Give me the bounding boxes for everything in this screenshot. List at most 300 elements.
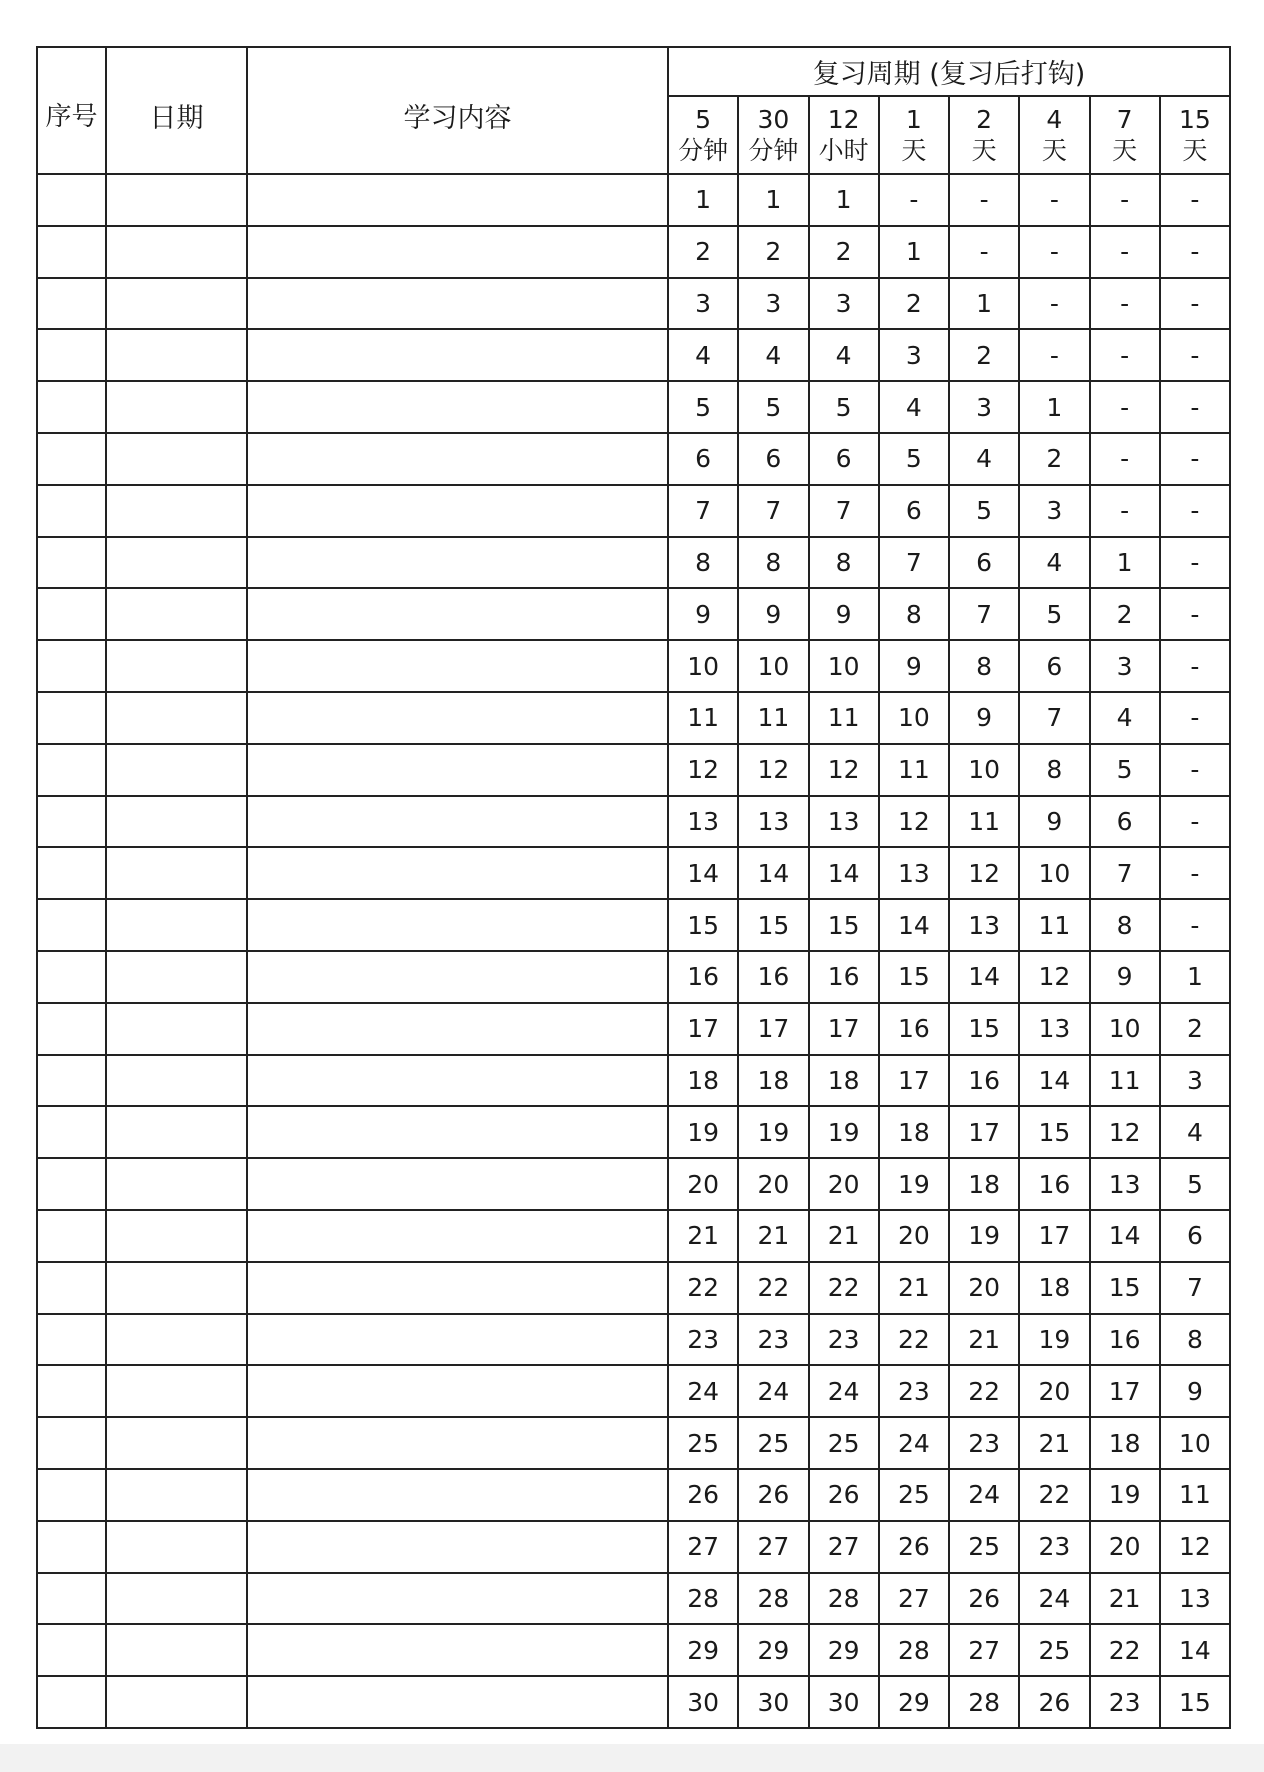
review-count-cell[interactable]: 27 xyxy=(879,1573,949,1625)
seq-cell[interactable] xyxy=(37,433,106,485)
review-count-cell[interactable]: 13 xyxy=(668,796,738,848)
date-cell[interactable] xyxy=(106,1624,247,1676)
review-count-cell[interactable]: - xyxy=(1160,329,1230,381)
date-cell[interactable] xyxy=(106,1676,247,1728)
date-cell[interactable] xyxy=(106,537,247,589)
content-cell[interactable] xyxy=(247,899,668,951)
review-count-cell[interactable]: 5 xyxy=(738,381,808,433)
review-count-cell[interactable]: 28 xyxy=(949,1676,1019,1728)
date-cell[interactable] xyxy=(106,381,247,433)
review-count-cell[interactable]: 9 xyxy=(668,588,738,640)
seq-cell[interactable] xyxy=(37,329,106,381)
review-count-cell[interactable]: 5 xyxy=(809,381,879,433)
review-count-cell[interactable]: 8 xyxy=(668,537,738,589)
review-count-cell[interactable]: 4 xyxy=(949,433,1019,485)
review-count-cell[interactable]: 10 xyxy=(1090,1003,1160,1055)
review-count-cell[interactable]: 26 xyxy=(879,1521,949,1573)
seq-cell[interactable] xyxy=(37,1158,106,1210)
review-count-cell[interactable]: 19 xyxy=(809,1106,879,1158)
review-count-cell[interactable]: 18 xyxy=(668,1055,738,1107)
review-count-cell[interactable]: 20 xyxy=(668,1158,738,1210)
review-count-cell[interactable]: 11 xyxy=(1090,1055,1160,1107)
review-count-cell[interactable]: 19 xyxy=(1019,1314,1089,1366)
seq-cell[interactable] xyxy=(37,1262,106,1314)
review-count-cell[interactable]: 24 xyxy=(809,1365,879,1417)
review-count-cell[interactable]: 29 xyxy=(809,1624,879,1676)
review-count-cell[interactable]: 21 xyxy=(949,1314,1019,1366)
review-count-cell[interactable]: 13 xyxy=(1019,1003,1089,1055)
review-count-cell[interactable]: 25 xyxy=(949,1521,1019,1573)
seq-cell[interactable] xyxy=(37,1417,106,1469)
review-count-cell[interactable]: 17 xyxy=(809,1003,879,1055)
review-count-cell[interactable]: - xyxy=(1160,847,1230,899)
review-count-cell[interactable]: 15 xyxy=(738,899,808,951)
seq-cell[interactable] xyxy=(37,640,106,692)
review-count-cell[interactable]: 9 xyxy=(1090,951,1160,1003)
review-count-cell[interactable]: 3 xyxy=(1090,640,1160,692)
review-count-cell[interactable]: 23 xyxy=(738,1314,808,1366)
review-count-cell[interactable]: 21 xyxy=(879,1262,949,1314)
review-count-cell[interactable]: 8 xyxy=(949,640,1019,692)
content-cell[interactable] xyxy=(247,744,668,796)
content-cell[interactable] xyxy=(247,1624,668,1676)
review-count-cell[interactable]: 24 xyxy=(949,1469,1019,1521)
review-count-cell[interactable]: 11 xyxy=(668,692,738,744)
review-count-cell[interactable]: - xyxy=(1160,433,1230,485)
review-count-cell[interactable]: 27 xyxy=(949,1624,1019,1676)
review-count-cell[interactable]: 14 xyxy=(1090,1210,1160,1262)
date-cell[interactable] xyxy=(106,1003,247,1055)
review-count-cell[interactable]: 9 xyxy=(879,640,949,692)
seq-cell[interactable] xyxy=(37,226,106,278)
review-count-cell[interactable]: 23 xyxy=(1090,1676,1160,1728)
review-count-cell[interactable]: 3 xyxy=(1019,485,1089,537)
review-count-cell[interactable]: 15 xyxy=(1019,1106,1089,1158)
content-cell[interactable] xyxy=(247,1469,668,1521)
review-count-cell[interactable]: 13 xyxy=(738,796,808,848)
review-count-cell[interactable]: 5 xyxy=(668,381,738,433)
review-count-cell[interactable]: 9 xyxy=(949,692,1019,744)
review-count-cell[interactable]: 15 xyxy=(879,951,949,1003)
date-cell[interactable] xyxy=(106,1314,247,1366)
review-count-cell[interactable]: 16 xyxy=(809,951,879,1003)
review-count-cell[interactable]: 13 xyxy=(1160,1573,1230,1625)
review-count-cell[interactable]: - xyxy=(1160,226,1230,278)
content-cell[interactable] xyxy=(247,847,668,899)
review-count-cell[interactable]: 30 xyxy=(809,1676,879,1728)
content-cell[interactable] xyxy=(247,485,668,537)
review-count-cell[interactable]: 8 xyxy=(1019,744,1089,796)
review-count-cell[interactable]: 2 xyxy=(1090,588,1160,640)
review-count-cell[interactable]: - xyxy=(1090,433,1160,485)
review-count-cell[interactable]: 18 xyxy=(1019,1262,1089,1314)
content-cell[interactable] xyxy=(247,1314,668,1366)
content-cell[interactable] xyxy=(247,1521,668,1573)
review-count-cell[interactable]: 25 xyxy=(668,1417,738,1469)
review-count-cell[interactable]: 11 xyxy=(1019,899,1089,951)
content-cell[interactable] xyxy=(247,1106,668,1158)
content-cell[interactable] xyxy=(247,796,668,848)
date-cell[interactable] xyxy=(106,1158,247,1210)
review-count-cell[interactable]: 6 xyxy=(738,433,808,485)
date-cell[interactable] xyxy=(106,278,247,330)
review-count-cell[interactable]: 25 xyxy=(879,1469,949,1521)
review-count-cell[interactable]: 21 xyxy=(738,1210,808,1262)
review-count-cell[interactable]: 9 xyxy=(738,588,808,640)
review-count-cell[interactable]: - xyxy=(1090,329,1160,381)
seq-cell[interactable] xyxy=(37,1469,106,1521)
date-cell[interactable] xyxy=(106,433,247,485)
review-count-cell[interactable]: - xyxy=(1160,381,1230,433)
review-count-cell[interactable]: 21 xyxy=(1090,1573,1160,1625)
review-count-cell[interactable]: 10 xyxy=(809,640,879,692)
review-count-cell[interactable]: 18 xyxy=(1090,1417,1160,1469)
review-count-cell[interactable]: 9 xyxy=(1019,796,1089,848)
review-count-cell[interactable]: 10 xyxy=(1160,1417,1230,1469)
review-count-cell[interactable]: 15 xyxy=(1160,1676,1230,1728)
review-count-cell[interactable]: 16 xyxy=(668,951,738,1003)
review-count-cell[interactable]: 5 xyxy=(1160,1158,1230,1210)
review-count-cell[interactable]: 28 xyxy=(668,1573,738,1625)
content-cell[interactable] xyxy=(247,951,668,1003)
review-count-cell[interactable]: 1 xyxy=(1160,951,1230,1003)
review-count-cell[interactable]: 12 xyxy=(949,847,1019,899)
review-count-cell[interactable]: 2 xyxy=(1160,1003,1230,1055)
review-count-cell[interactable]: - xyxy=(879,174,949,226)
review-count-cell[interactable]: 5 xyxy=(949,485,1019,537)
review-count-cell[interactable]: 11 xyxy=(809,692,879,744)
review-count-cell[interactable]: 3 xyxy=(949,381,1019,433)
review-count-cell[interactable]: - xyxy=(1090,174,1160,226)
review-count-cell[interactable]: 5 xyxy=(1019,588,1089,640)
review-count-cell[interactable]: 24 xyxy=(738,1365,808,1417)
content-cell[interactable] xyxy=(247,1417,668,1469)
review-count-cell[interactable]: 4 xyxy=(668,329,738,381)
content-cell[interactable] xyxy=(247,278,668,330)
review-count-cell[interactable]: 21 xyxy=(809,1210,879,1262)
review-count-cell[interactable]: - xyxy=(1160,174,1230,226)
seq-cell[interactable] xyxy=(37,1210,106,1262)
review-count-cell[interactable]: 26 xyxy=(738,1469,808,1521)
review-count-cell[interactable]: 14 xyxy=(668,847,738,899)
date-cell[interactable] xyxy=(106,174,247,226)
review-count-cell[interactable]: 12 xyxy=(1090,1106,1160,1158)
review-count-cell[interactable]: 23 xyxy=(879,1365,949,1417)
review-count-cell[interactable]: 20 xyxy=(1090,1521,1160,1573)
content-cell[interactable] xyxy=(247,1573,668,1625)
review-count-cell[interactable]: 3 xyxy=(1160,1055,1230,1107)
review-count-cell[interactable]: 18 xyxy=(949,1158,1019,1210)
content-cell[interactable] xyxy=(247,329,668,381)
review-count-cell[interactable]: - xyxy=(1090,226,1160,278)
review-count-cell[interactable]: - xyxy=(949,174,1019,226)
content-cell[interactable] xyxy=(247,1055,668,1107)
review-count-cell[interactable]: - xyxy=(1019,278,1089,330)
review-count-cell[interactable]: 8 xyxy=(879,588,949,640)
review-count-cell[interactable]: 2 xyxy=(668,226,738,278)
review-count-cell[interactable]: 27 xyxy=(668,1521,738,1573)
review-count-cell[interactable]: 13 xyxy=(949,899,1019,951)
review-count-cell[interactable]: - xyxy=(1160,796,1230,848)
seq-cell[interactable] xyxy=(37,1521,106,1573)
review-count-cell[interactable]: 8 xyxy=(1160,1314,1230,1366)
review-count-cell[interactable]: 1 xyxy=(879,226,949,278)
review-count-cell[interactable]: 6 xyxy=(809,433,879,485)
date-cell[interactable] xyxy=(106,1055,247,1107)
review-count-cell[interactable]: 4 xyxy=(809,329,879,381)
review-count-cell[interactable]: 14 xyxy=(949,951,1019,1003)
review-count-cell[interactable]: 16 xyxy=(879,1003,949,1055)
review-count-cell[interactable]: 16 xyxy=(738,951,808,1003)
seq-cell[interactable] xyxy=(37,951,106,1003)
review-count-cell[interactable]: 7 xyxy=(1090,847,1160,899)
review-count-cell[interactable]: 6 xyxy=(1090,796,1160,848)
content-cell[interactable] xyxy=(247,1003,668,1055)
review-count-cell[interactable]: 24 xyxy=(668,1365,738,1417)
date-cell[interactable] xyxy=(106,329,247,381)
content-cell[interactable] xyxy=(247,1210,668,1262)
review-count-cell[interactable]: 2 xyxy=(809,226,879,278)
review-count-cell[interactable]: 26 xyxy=(668,1469,738,1521)
review-count-cell[interactable]: 20 xyxy=(738,1158,808,1210)
review-count-cell[interactable]: - xyxy=(1160,537,1230,589)
review-count-cell[interactable]: 6 xyxy=(1019,640,1089,692)
content-cell[interactable] xyxy=(247,640,668,692)
seq-cell[interactable] xyxy=(37,278,106,330)
review-count-cell[interactable]: - xyxy=(1160,485,1230,537)
review-count-cell[interactable]: 17 xyxy=(738,1003,808,1055)
review-count-cell[interactable]: 24 xyxy=(879,1417,949,1469)
review-count-cell[interactable]: 10 xyxy=(738,640,808,692)
content-cell[interactable] xyxy=(247,537,668,589)
review-count-cell[interactable]: - xyxy=(1019,226,1089,278)
content-cell[interactable] xyxy=(247,1262,668,1314)
date-cell[interactable] xyxy=(106,847,247,899)
review-count-cell[interactable]: 17 xyxy=(668,1003,738,1055)
content-cell[interactable] xyxy=(247,588,668,640)
seq-cell[interactable] xyxy=(37,899,106,951)
review-count-cell[interactable]: 27 xyxy=(809,1521,879,1573)
review-count-cell[interactable]: 8 xyxy=(738,537,808,589)
date-cell[interactable] xyxy=(106,485,247,537)
review-count-cell[interactable]: 22 xyxy=(949,1365,1019,1417)
seq-cell[interactable] xyxy=(37,1624,106,1676)
review-count-cell[interactable]: 22 xyxy=(809,1262,879,1314)
review-count-cell[interactable]: 1 xyxy=(1090,537,1160,589)
seq-cell[interactable] xyxy=(37,1573,106,1625)
review-count-cell[interactable]: 20 xyxy=(1019,1365,1089,1417)
review-count-cell[interactable]: 15 xyxy=(809,899,879,951)
review-count-cell[interactable]: 5 xyxy=(879,433,949,485)
review-count-cell[interactable]: 8 xyxy=(809,537,879,589)
review-count-cell[interactable]: 1 xyxy=(949,278,1019,330)
review-count-cell[interactable]: - xyxy=(1160,692,1230,744)
review-count-cell[interactable]: 3 xyxy=(668,278,738,330)
seq-cell[interactable] xyxy=(37,1106,106,1158)
review-count-cell[interactable]: 18 xyxy=(809,1055,879,1107)
review-count-cell[interactable]: - xyxy=(1019,174,1089,226)
seq-cell[interactable] xyxy=(37,796,106,848)
review-count-cell[interactable]: 5 xyxy=(1090,744,1160,796)
review-count-cell[interactable]: 10 xyxy=(949,744,1019,796)
review-count-cell[interactable]: - xyxy=(949,226,1019,278)
review-count-cell[interactable]: 11 xyxy=(738,692,808,744)
date-cell[interactable] xyxy=(106,640,247,692)
date-cell[interactable] xyxy=(106,692,247,744)
date-cell[interactable] xyxy=(106,1469,247,1521)
review-count-cell[interactable]: 15 xyxy=(949,1003,1019,1055)
review-count-cell[interactable]: 4 xyxy=(879,381,949,433)
review-count-cell[interactable]: 11 xyxy=(879,744,949,796)
date-cell[interactable] xyxy=(106,899,247,951)
review-count-cell[interactable]: 9 xyxy=(1160,1365,1230,1417)
review-count-cell[interactable]: - xyxy=(1160,744,1230,796)
review-count-cell[interactable]: - xyxy=(1090,381,1160,433)
seq-cell[interactable] xyxy=(37,1314,106,1366)
review-count-cell[interactable]: 10 xyxy=(1019,847,1089,899)
review-count-cell[interactable]: 19 xyxy=(879,1158,949,1210)
review-count-cell[interactable]: 12 xyxy=(879,796,949,848)
review-count-cell[interactable]: 1 xyxy=(1019,381,1089,433)
review-count-cell[interactable]: 2 xyxy=(1019,433,1089,485)
review-count-cell[interactable]: 2 xyxy=(949,329,1019,381)
review-count-cell[interactable]: 7 xyxy=(949,588,1019,640)
review-count-cell[interactable]: 19 xyxy=(738,1106,808,1158)
seq-cell[interactable] xyxy=(37,485,106,537)
review-count-cell[interactable]: 28 xyxy=(809,1573,879,1625)
review-count-cell[interactable]: - xyxy=(1160,640,1230,692)
review-count-cell[interactable]: 23 xyxy=(668,1314,738,1366)
review-count-cell[interactable]: 16 xyxy=(1090,1314,1160,1366)
review-count-cell[interactable]: 6 xyxy=(949,537,1019,589)
review-count-cell[interactable]: 3 xyxy=(738,278,808,330)
seq-cell[interactable] xyxy=(37,1365,106,1417)
date-cell[interactable] xyxy=(106,744,247,796)
review-count-cell[interactable]: 10 xyxy=(879,692,949,744)
review-count-cell[interactable]: 18 xyxy=(738,1055,808,1107)
review-count-cell[interactable]: 1 xyxy=(668,174,738,226)
review-count-cell[interactable]: 12 xyxy=(809,744,879,796)
review-count-cell[interactable]: 16 xyxy=(1019,1158,1089,1210)
seq-cell[interactable] xyxy=(37,1676,106,1728)
review-count-cell[interactable]: 15 xyxy=(1090,1262,1160,1314)
review-count-cell[interactable]: 2 xyxy=(879,278,949,330)
seq-cell[interactable] xyxy=(37,692,106,744)
date-cell[interactable] xyxy=(106,1262,247,1314)
review-count-cell[interactable]: 29 xyxy=(738,1624,808,1676)
review-count-cell[interactable]: 19 xyxy=(949,1210,1019,1262)
review-count-cell[interactable]: 4 xyxy=(738,329,808,381)
review-count-cell[interactable]: 7 xyxy=(668,485,738,537)
date-cell[interactable] xyxy=(106,951,247,1003)
review-count-cell[interactable]: 2 xyxy=(738,226,808,278)
review-count-cell[interactable]: - xyxy=(1160,899,1230,951)
seq-cell[interactable] xyxy=(37,537,106,589)
review-count-cell[interactable]: 22 xyxy=(1090,1624,1160,1676)
review-count-cell[interactable]: 17 xyxy=(949,1106,1019,1158)
review-count-cell[interactable]: 22 xyxy=(668,1262,738,1314)
review-count-cell[interactable]: 12 xyxy=(738,744,808,796)
review-count-cell[interactable]: 19 xyxy=(668,1106,738,1158)
content-cell[interactable] xyxy=(247,1158,668,1210)
review-count-cell[interactable]: 21 xyxy=(1019,1417,1089,1469)
review-count-cell[interactable]: 14 xyxy=(738,847,808,899)
review-count-cell[interactable]: 25 xyxy=(738,1417,808,1469)
review-count-cell[interactable]: 14 xyxy=(809,847,879,899)
seq-cell[interactable] xyxy=(37,847,106,899)
seq-cell[interactable] xyxy=(37,381,106,433)
content-cell[interactable] xyxy=(247,226,668,278)
review-count-cell[interactable]: 16 xyxy=(949,1055,1019,1107)
review-count-cell[interactable]: 28 xyxy=(738,1573,808,1625)
review-count-cell[interactable]: 6 xyxy=(668,433,738,485)
date-cell[interactable] xyxy=(106,796,247,848)
seq-cell[interactable] xyxy=(37,744,106,796)
review-count-cell[interactable]: 30 xyxy=(738,1676,808,1728)
review-count-cell[interactable]: 28 xyxy=(879,1624,949,1676)
date-cell[interactable] xyxy=(106,1365,247,1417)
date-cell[interactable] xyxy=(106,1521,247,1573)
review-count-cell[interactable]: 27 xyxy=(738,1521,808,1573)
review-count-cell[interactable]: 9 xyxy=(809,588,879,640)
review-count-cell[interactable]: 26 xyxy=(809,1469,879,1521)
review-count-cell[interactable]: 17 xyxy=(1019,1210,1089,1262)
review-count-cell[interactable]: 3 xyxy=(879,329,949,381)
date-cell[interactable] xyxy=(106,1417,247,1469)
review-count-cell[interactable]: 8 xyxy=(1090,899,1160,951)
review-count-cell[interactable]: 4 xyxy=(1090,692,1160,744)
review-count-cell[interactable]: 13 xyxy=(809,796,879,848)
review-count-cell[interactable]: 25 xyxy=(809,1417,879,1469)
review-count-cell[interactable]: 7 xyxy=(809,485,879,537)
review-count-cell[interactable]: - xyxy=(1019,329,1089,381)
review-count-cell[interactable]: 12 xyxy=(1160,1521,1230,1573)
review-count-cell[interactable]: 11 xyxy=(1160,1469,1230,1521)
review-count-cell[interactable]: 14 xyxy=(879,899,949,951)
review-count-cell[interactable]: 6 xyxy=(1160,1210,1230,1262)
review-count-cell[interactable]: 22 xyxy=(879,1314,949,1366)
review-count-cell[interactable]: 4 xyxy=(1160,1106,1230,1158)
review-count-cell[interactable]: 6 xyxy=(879,485,949,537)
review-count-cell[interactable]: - xyxy=(1160,278,1230,330)
review-count-cell[interactable]: 23 xyxy=(949,1417,1019,1469)
review-count-cell[interactable]: 13 xyxy=(879,847,949,899)
review-count-cell[interactable]: - xyxy=(1160,588,1230,640)
review-count-cell[interactable]: 10 xyxy=(668,640,738,692)
review-count-cell[interactable]: 14 xyxy=(1019,1055,1089,1107)
content-cell[interactable] xyxy=(247,174,668,226)
review-count-cell[interactable]: 7 xyxy=(879,537,949,589)
review-count-cell[interactable]: 18 xyxy=(879,1106,949,1158)
review-count-cell[interactable]: - xyxy=(1090,485,1160,537)
review-count-cell[interactable]: 17 xyxy=(1090,1365,1160,1417)
content-cell[interactable] xyxy=(247,692,668,744)
review-count-cell[interactable]: 15 xyxy=(668,899,738,951)
review-count-cell[interactable]: 20 xyxy=(809,1158,879,1210)
review-count-cell[interactable]: 14 xyxy=(1160,1624,1230,1676)
content-cell[interactable] xyxy=(247,381,668,433)
content-cell[interactable] xyxy=(247,1365,668,1417)
date-cell[interactable] xyxy=(106,588,247,640)
review-count-cell[interactable]: 1 xyxy=(809,174,879,226)
seq-cell[interactable] xyxy=(37,1003,106,1055)
review-count-cell[interactable]: 7 xyxy=(738,485,808,537)
review-count-cell[interactable]: - xyxy=(1090,278,1160,330)
review-count-cell[interactable]: 12 xyxy=(668,744,738,796)
review-count-cell[interactable]: 30 xyxy=(668,1676,738,1728)
review-count-cell[interactable]: 21 xyxy=(668,1210,738,1262)
review-count-cell[interactable]: 26 xyxy=(1019,1676,1089,1728)
